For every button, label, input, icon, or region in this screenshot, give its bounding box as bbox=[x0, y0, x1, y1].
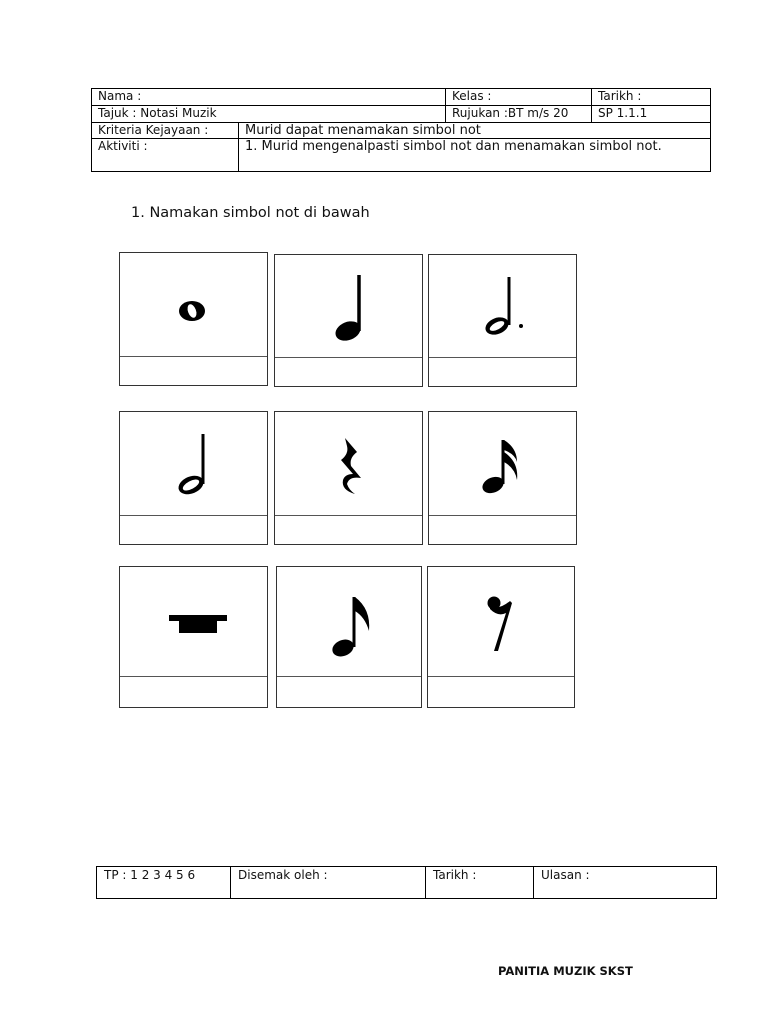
rujukan-cell: Rujukan :BT m/s 20 bbox=[445, 105, 592, 123]
answer-box[interactable] bbox=[429, 515, 576, 544]
note-card-quarter-rest bbox=[274, 411, 423, 545]
note-card-whole-note bbox=[119, 252, 268, 386]
answer-box[interactable] bbox=[428, 676, 574, 707]
header-table bbox=[91, 88, 711, 172]
half-note-icon bbox=[120, 412, 269, 518]
answer-box[interactable] bbox=[275, 357, 422, 386]
answer-box[interactable] bbox=[277, 676, 421, 707]
eighth-note-icon bbox=[277, 567, 423, 679]
footer-tarikh-cell[interactable]: Tarikh : bbox=[425, 866, 534, 899]
answer-box[interactable] bbox=[120, 356, 267, 385]
note-card-quarter-note bbox=[274, 254, 423, 387]
note-card-eighth-note bbox=[276, 566, 422, 708]
eighth-rest-icon bbox=[428, 567, 576, 679]
answer-box[interactable] bbox=[429, 357, 576, 386]
footer-table bbox=[96, 866, 717, 899]
ulasan-cell[interactable]: Ulasan : bbox=[533, 866, 717, 899]
kriteria-value: Murid dapat menamakan simbol not bbox=[238, 122, 711, 139]
note-card-eighth-rest bbox=[427, 566, 575, 708]
kelas-cell[interactable]: Kelas : bbox=[445, 88, 592, 106]
tp-cell[interactable]: TP : 1 2 3 4 5 6 bbox=[96, 866, 231, 899]
aktiviti-label: Aktiviti : bbox=[91, 138, 239, 172]
tarikh-cell[interactable]: Tarikh : bbox=[591, 88, 711, 106]
sp-cell: SP 1.1.1 bbox=[591, 105, 711, 123]
note-card-half-note bbox=[119, 411, 268, 545]
question-number: 1. bbox=[131, 205, 145, 221]
quarter-note-icon bbox=[275, 255, 424, 359]
tajuk-cell: Tajuk : Notasi Muzik bbox=[91, 105, 446, 123]
panitia-label: PANITIA MUZIK SKST bbox=[498, 964, 633, 978]
sixteenth-note-icon bbox=[429, 412, 578, 518]
answer-box[interactable] bbox=[275, 515, 422, 544]
question-text: Namakan simbol not di bawah bbox=[149, 205, 370, 221]
note-card-sixteenth-note bbox=[428, 411, 577, 545]
nama-cell[interactable]: Nama : bbox=[91, 88, 446, 106]
note-card-half-rest bbox=[119, 566, 268, 708]
question-title bbox=[131, 205, 370, 221]
disemak-cell[interactable]: Disemak oleh : bbox=[230, 866, 426, 899]
dotted-half-note-icon bbox=[429, 255, 578, 359]
note-card-dotted-half-note bbox=[428, 254, 577, 387]
answer-box[interactable] bbox=[120, 676, 267, 707]
half-rest-icon bbox=[120, 567, 269, 679]
quarter-rest-icon bbox=[275, 412, 424, 518]
kriteria-label: Kriteria Kejayaan : bbox=[91, 122, 239, 139]
aktiviti-value: 1. Murid mengenalpasti simbol not dan menamakan simbol not. bbox=[238, 138, 711, 172]
answer-box[interactable] bbox=[120, 515, 267, 544]
whole-note-icon bbox=[120, 253, 269, 359]
